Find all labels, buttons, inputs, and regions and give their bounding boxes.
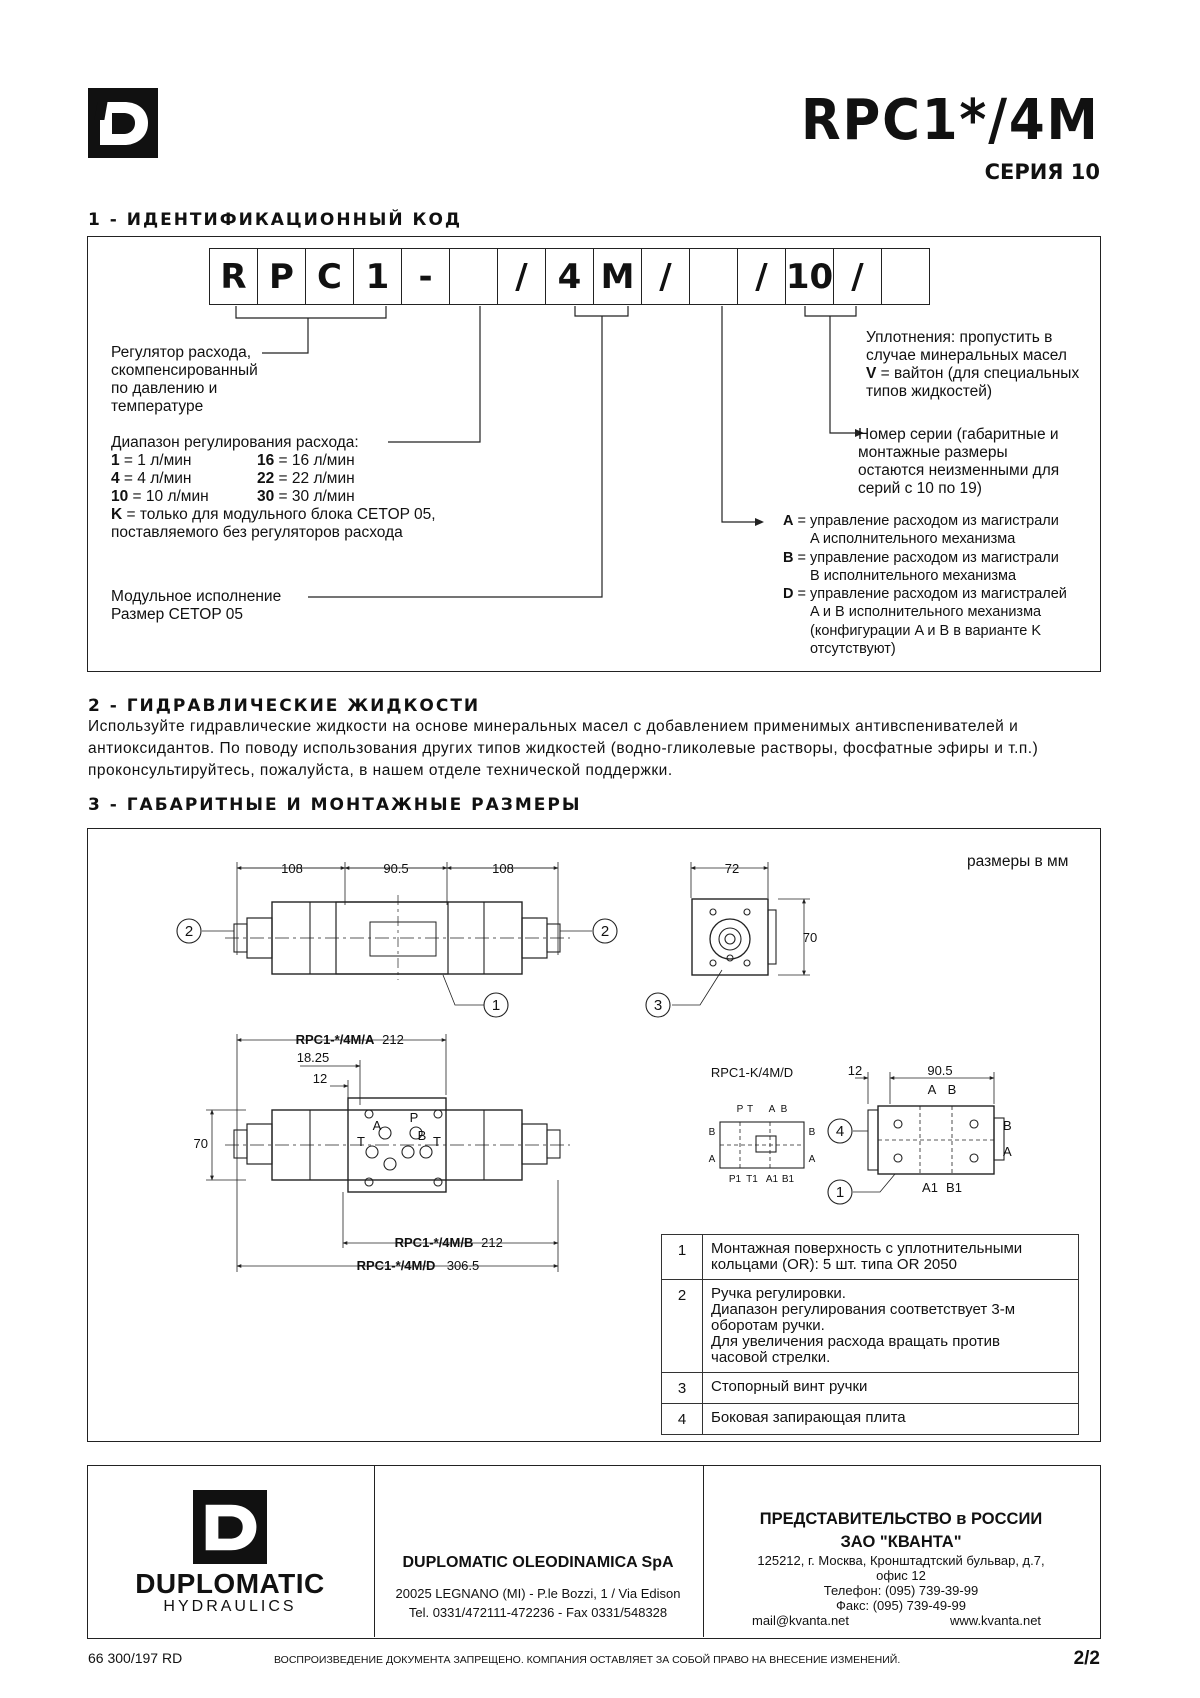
rpc-b-value: 212 [481, 1235, 503, 1250]
text-line: A исполнительного механизма [810, 531, 1016, 548]
a-text: = управление расходом из магистрали [793, 513, 1059, 529]
rep-fax: Факс: (095) 739-49-99 [836, 1598, 966, 1613]
code-cell: R [209, 248, 257, 305]
text-line: по давлению и [111, 380, 218, 397]
text-line: монтажные размеры [858, 444, 1008, 461]
dim-70-bottom: 70 [193, 1136, 208, 1151]
text-line: температуре [111, 398, 204, 415]
plate-port-a-top: A [927, 1082, 937, 1097]
text-line: Боковая запирающая плита [711, 1409, 906, 1426]
legend-text [703, 1404, 1079, 1435]
text-line: Размер CETOP 05 [111, 606, 243, 623]
rpc-b-label: RPC1-*/4M/B [394, 1235, 474, 1250]
brand-subtitle: HYDRAULICS [163, 1598, 297, 1615]
code-cell: M [593, 248, 641, 305]
plate-port-a-right: A [1003, 1144, 1012, 1159]
company-name: DUPLOMATIC OLEODINAMICA SpA [402, 1554, 674, 1571]
k-port-a-right: A [808, 1154, 816, 1165]
port-a: A [372, 1118, 382, 1133]
table-row [662, 1280, 1079, 1373]
k-text: = только для модульного блока CETOP 05, [122, 506, 436, 523]
range-text: = 22 л/мин [274, 470, 355, 487]
legend-number: 4 [662, 1404, 703, 1435]
d-code: D [783, 586, 794, 603]
table-row [662, 1235, 1079, 1280]
code-cell: / [833, 248, 881, 305]
company-address: 20025 LEGNANO (MI) - P.le Bozzi, 1 / Via Edison [395, 1586, 681, 1601]
code-cell: / [497, 248, 545, 305]
section3-heading: 3 - ГАБАРИТНЫЕ И МОНТАЖНЫЕ РАЗМЕРЫ [88, 795, 582, 815]
k-port-a: A [768, 1104, 776, 1115]
text-line: часовой стрелки. [711, 1349, 831, 1366]
k-port-p: P [736, 1104, 744, 1115]
rpc-d-value: 306.5 [446, 1258, 480, 1273]
text-line: типов жидкостей) [866, 383, 993, 400]
rep-website-link[interactable]: www.kvanta.net [950, 1613, 1042, 1628]
callout-3: 3 [653, 997, 663, 1014]
code-cell: - [401, 248, 449, 305]
dim-12-side-plate: 12 [847, 1063, 863, 1078]
range-text: = 4 л/мин [119, 470, 192, 487]
plate-port-b1: B1 [946, 1180, 962, 1195]
k-port-a-left: A [708, 1154, 716, 1165]
text-line: Диапазон регулирования соответствует 3-м [711, 1301, 1016, 1318]
rpc-d-label: RPC1-*/4M/D [356, 1258, 436, 1273]
rep-company: ЗАО "КВАНТА" [840, 1533, 962, 1551]
range-code: 4 [111, 470, 120, 487]
text-line: Монтажная поверхность с уплотнительными [711, 1240, 1023, 1257]
text-line: Ручка регулировки. [711, 1285, 846, 1302]
text-line: остаются неизменными для [858, 462, 1060, 479]
section1-heading: 1 - ИДЕНТИФИКАЦИОННЫЙ КОД [88, 210, 463, 230]
v-code: V [866, 365, 877, 382]
range-title: Диапазон регулирования расхода: [111, 434, 359, 451]
port-t-right: T [433, 1134, 441, 1149]
rpc-a-value: 212 [382, 1032, 404, 1047]
callout-2-left: 2 [184, 923, 194, 940]
duplomatic-d-logo-icon [193, 1490, 267, 1564]
text-line: Стопорный винт ручки [711, 1378, 868, 1395]
document-number: 66 300/197 RD [88, 1650, 183, 1666]
code-cell: / [641, 248, 689, 305]
rep-contacts [706, 1553, 1096, 1613]
table-row [662, 1404, 1079, 1435]
text-line: Регулятор расхода, [111, 344, 252, 361]
d-text: = управление расходом из магистралей [793, 586, 1067, 603]
range-code: 16 [257, 452, 275, 469]
code-cell: 4 [545, 248, 593, 305]
v-text: = вайтон (для специальных [876, 365, 1080, 382]
dim-72: 72 [724, 861, 740, 876]
dim-70-side: 70 [802, 930, 818, 945]
plate-port-b-right: B [1003, 1118, 1012, 1133]
section2-text: Используйте гидравлические жидкости на основе минеральных масел с добавлением применимых антивспенивателей и антиоксидантов. По поводу использования других типов жидкостей (водно-гликолевые растворы, фосфатные эфиры и т.п.) проконсультируйтесь, пожалуйста, в нашем отделе технической поддержки. [88, 718, 1039, 779]
rpc-k-label: RPC1-K/4M/D [710, 1065, 794, 1080]
k-port-b-right: B [808, 1127, 816, 1138]
company-phone: Tel. 0331/472111-472236 - Fax 0331/548328 [408, 1605, 668, 1620]
dim-108-left: 108 [281, 861, 303, 876]
text-line: A и B исполнительного механизма [810, 604, 1042, 621]
text-line: скомпенсированный [111, 362, 258, 379]
code-cell: P [257, 248, 305, 305]
units-note: размеры в мм [967, 853, 1069, 870]
legend-number: 3 [662, 1373, 703, 1404]
k-port-p1: P1 [728, 1174, 742, 1185]
legend-number: 2 [662, 1280, 703, 1373]
table-row [662, 1373, 1079, 1404]
range-code: 1 [111, 452, 120, 469]
code-cell: C [305, 248, 353, 305]
legend-text [703, 1280, 1079, 1373]
k-code: K [111, 506, 123, 523]
rep-address: 125212, г. Москва, Кронштадтский бульвар, д.7, [757, 1553, 1045, 1568]
text-line: Номер серии (габаритные и [858, 426, 1059, 443]
k-port-a1: A1 [765, 1174, 779, 1185]
rep-email-link[interactable]: mail@kvanta.net [752, 1613, 850, 1628]
callout-4: 4 [835, 1123, 845, 1140]
range-text: = 1 л/мин [119, 452, 192, 469]
page-number: 2/2 [1073, 1648, 1100, 1669]
k-port-b: B [780, 1104, 788, 1115]
text-line: Уплотнения: пропустить в [866, 329, 1053, 346]
port-t-left: T [357, 1134, 365, 1149]
range-code: 30 [257, 488, 275, 505]
plate-port-a1: A1 [922, 1180, 938, 1195]
b-text: = управление расходом из магистрали [793, 549, 1059, 566]
k-text-2: поставляемого без регуляторов расхода [111, 524, 403, 541]
section2-heading: 2 - ГИДРАВЛИЧЕСКИЕ ЖИДКОСТИ [88, 696, 481, 716]
rep-title: ПРЕДСТАВИТЕЛЬСТВО в РОССИИ [759, 1510, 1043, 1528]
rep-office: офис 12 [876, 1568, 926, 1583]
text-line: отсутствуют) [810, 641, 896, 658]
text-line: случае минеральных масел [866, 347, 1067, 364]
copyright-notice: ВОСПРОИЗВЕДЕНИЕ ДОКУМЕНТА ЗАПРЕЩЕНО. КОМПАНИЯ ОСТАВЛЯЕТ ЗА СОБОЙ ПРАВО НА ВНЕСЕНИЕ ИЗМЕНЕНИЙ. [274, 1654, 901, 1666]
rpc-a-label: RPC1-*/4M/A [295, 1032, 375, 1047]
dim-108-right: 108 [492, 861, 514, 876]
code-cell: / [737, 248, 785, 305]
k-port-b1: B1 [781, 1174, 795, 1185]
range-code: 22 [257, 470, 275, 487]
plate-port-b-top: B [947, 1082, 957, 1097]
text-line: Для увеличения расхода вращать против [711, 1333, 1000, 1350]
text-line: (конфигурации A и B в варианте K [810, 622, 1042, 639]
text-line: Модульное исполнение [111, 588, 282, 605]
legend-text [703, 1373, 1079, 1404]
dim-18-25: 18.25 [296, 1050, 330, 1065]
callout-1-top: 1 [491, 997, 501, 1014]
callout-1-side: 1 [835, 1184, 845, 1201]
dim-90-5: 90.5 [383, 861, 409, 876]
port-p: P [409, 1110, 419, 1125]
legend-table [661, 1234, 1079, 1435]
k-port-t: T [746, 1104, 754, 1115]
footer-divider [374, 1465, 375, 1637]
code-cell: 10 [785, 248, 833, 305]
port-b: B [417, 1128, 427, 1143]
brand-name: DUPLOMATIC [135, 1568, 325, 1599]
range-text: = 10 л/мин [128, 488, 209, 505]
footer-divider [703, 1465, 704, 1637]
k-port-t1: T1 [746, 1174, 758, 1185]
a-code: A [783, 513, 794, 529]
series-label: СЕРИЯ 10 [984, 160, 1100, 184]
callout-2-right: 2 [600, 923, 610, 940]
range-text: = 16 л/мин [274, 452, 355, 469]
legend-number: 1 [662, 1235, 703, 1280]
text-line: кольцами (OR): 5 шт. типа OR 2050 [711, 1256, 957, 1273]
code-cell: 1 [353, 248, 401, 305]
text-line: оборотам ручки. [711, 1317, 825, 1334]
range-code: 10 [111, 488, 129, 505]
text-line: B исполнительного механизма [810, 567, 1017, 584]
b-code: B [783, 549, 794, 566]
k-port-b-left: B [708, 1127, 716, 1138]
rep-phone: Телефон: (095) 739-39-99 [823, 1583, 979, 1598]
dim-12: 12 [312, 1071, 328, 1086]
text-line: серий с 10 по 19) [858, 480, 982, 497]
range-text: = 30 л/мин [274, 488, 355, 505]
legend-text [703, 1235, 1079, 1280]
page-title: RPC1*/4M [801, 88, 1100, 153]
dim-90-5-side-plate: 90.5 [927, 1063, 953, 1078]
